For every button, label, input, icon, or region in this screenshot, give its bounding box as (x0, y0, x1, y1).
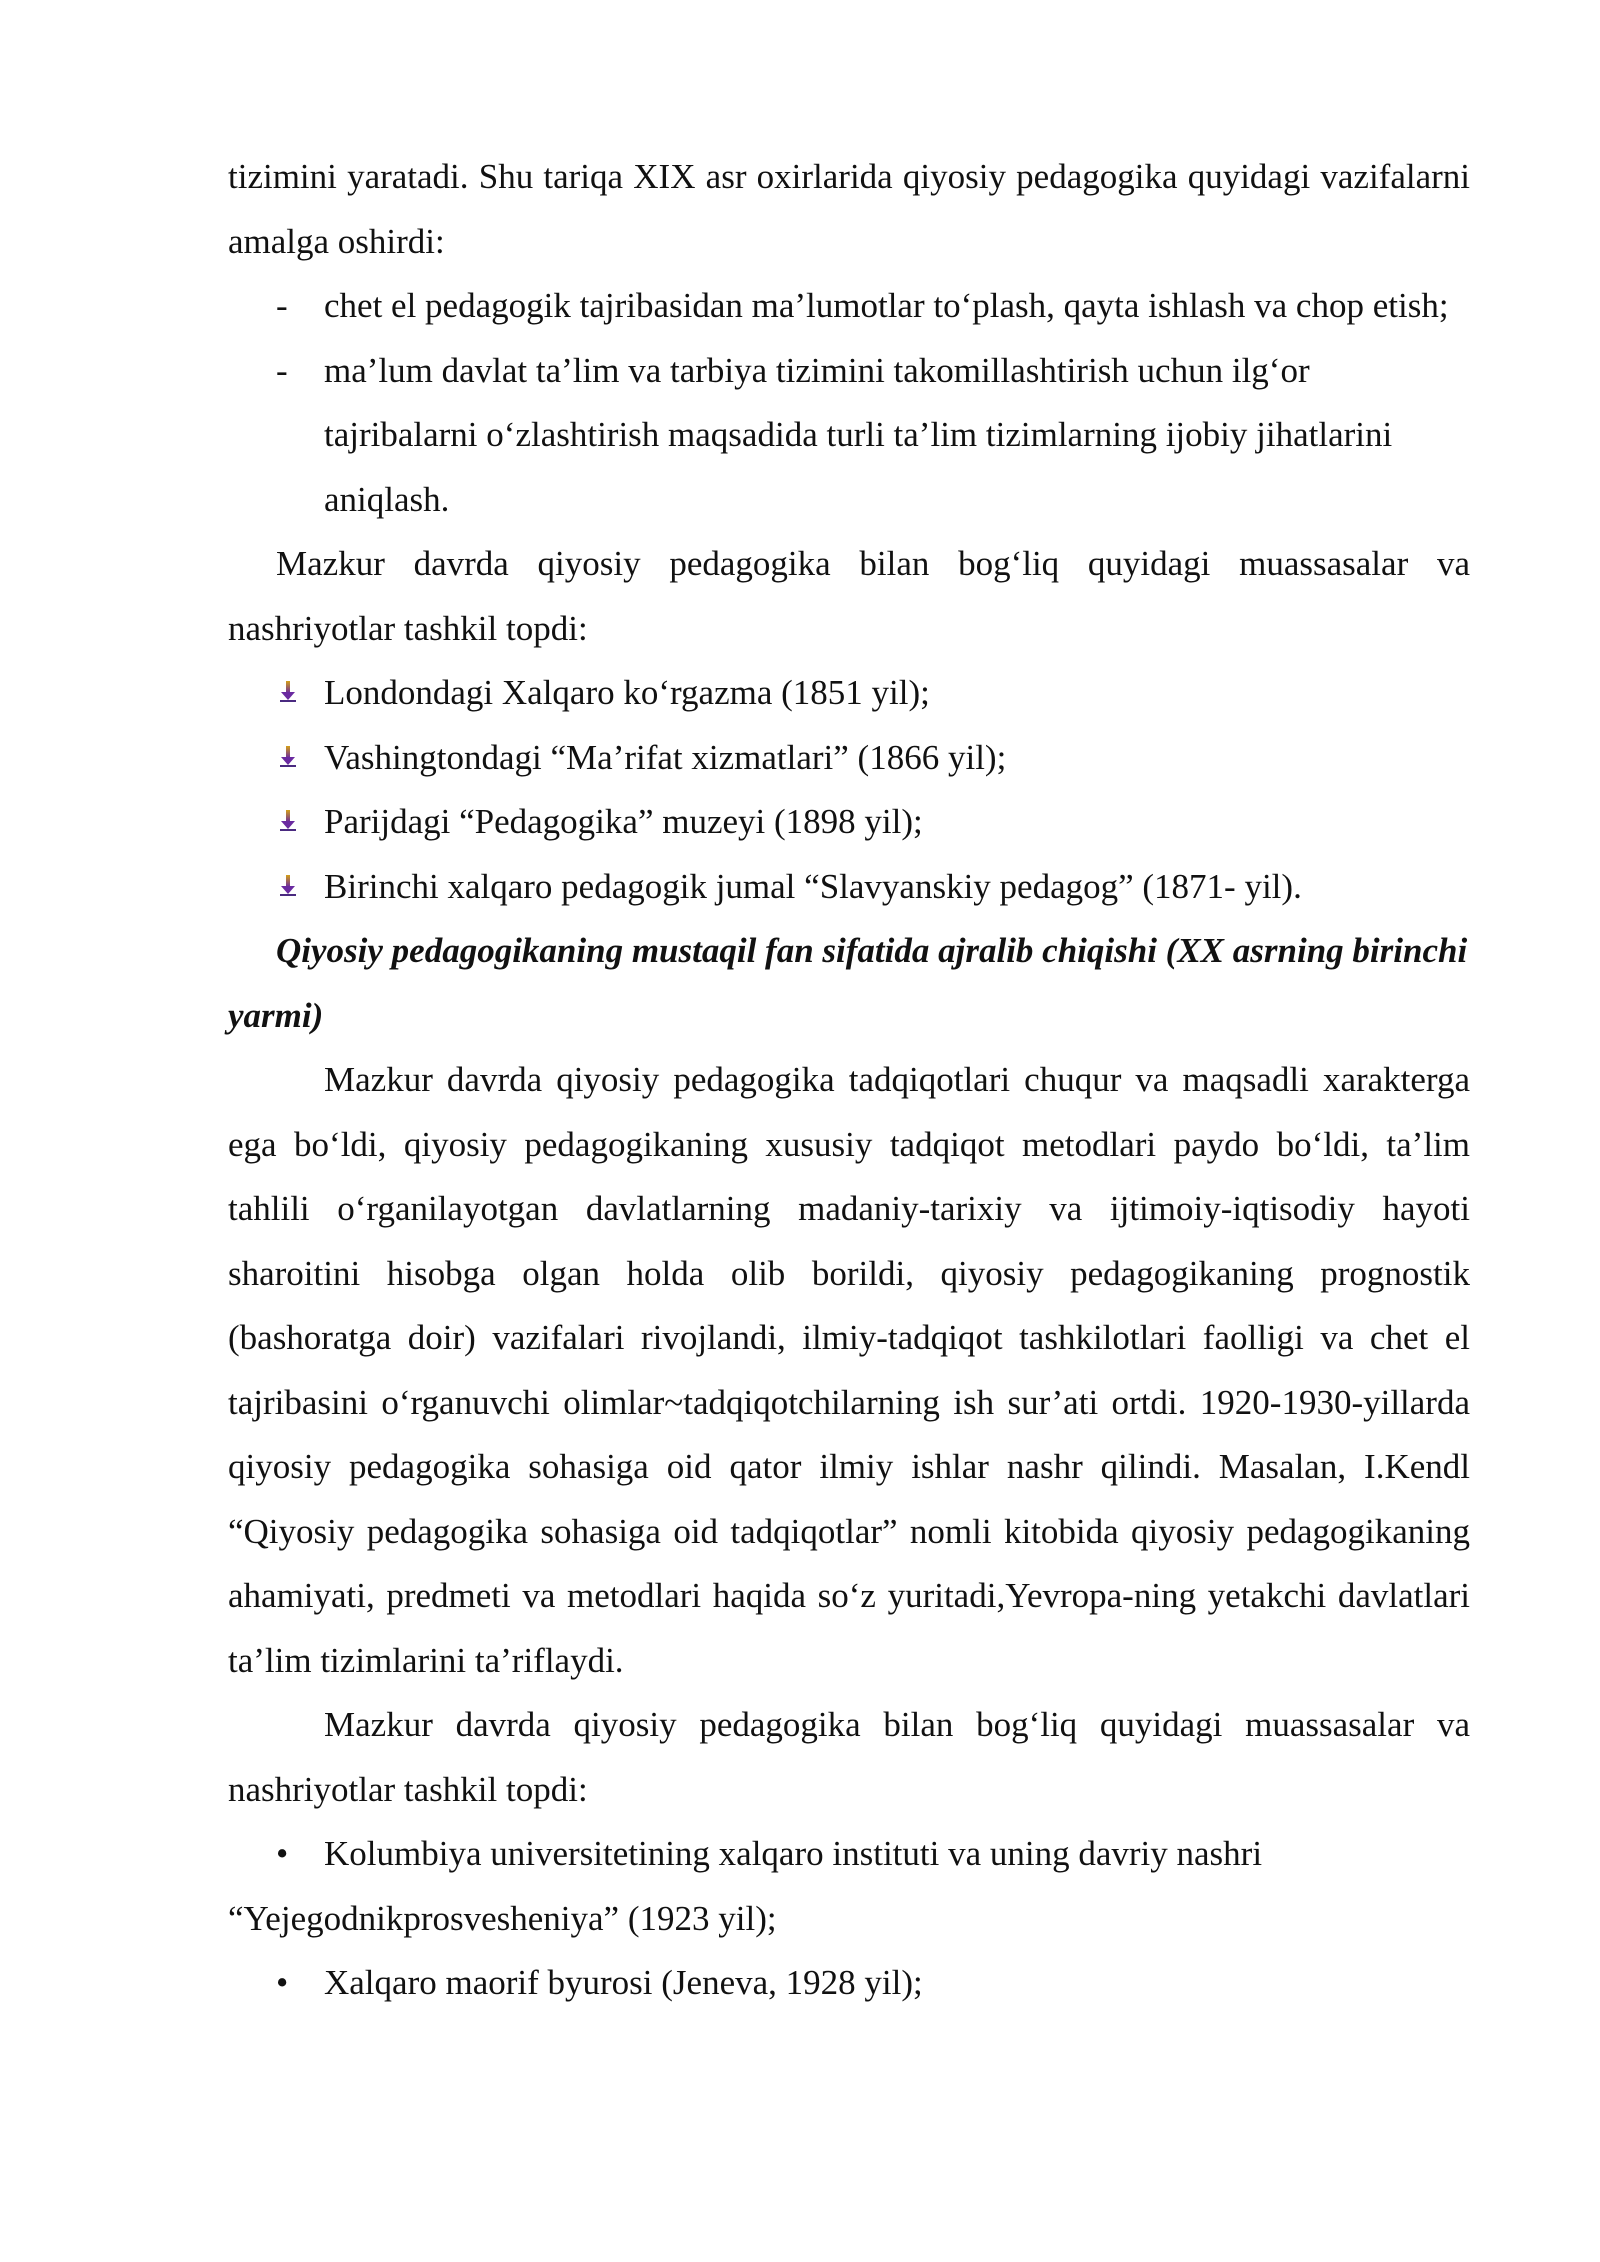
down-arrow-icon (280, 746, 296, 768)
arrow-list-item (228, 661, 1470, 726)
bullet-list-item (228, 1951, 1470, 2016)
down-arrow-icon (280, 810, 296, 832)
paragraph-institutions-19c: Mazkur davrda qiyosiy pedagogika bilan bog‘liq quyidagi muassasalar va nashriyotlar tashkil topdi: (228, 544, 1470, 648)
bullet-item-text-line2: “Yejegodnikprosvesheniya” (1923 yil); (228, 1898, 777, 1938)
arrow-list-item (228, 855, 1470, 920)
paragraph-20c-development: Mazkur davrda qiyosiy pedagogika tadqiqotlari chuqur va maqsadli xarakterga ega bo‘ldi, qiyosiy pedagogikaning xususiy tadqiqot metodlari paydo bo‘ldi, ta’lim tahlili o‘rganilayotgan davlatlarning madaniy-tarixiy va ijtimoiy-iqtisodiy hayoti sharoitini hisobga olgan holda olib borildi, qiyosiy pedagogikaning prognostik (bashoratga doir) vazifalari rivojlandi, ilmiy-tadqiqot tashkilotlari faolligi va chet el tajribasini o‘rganuvchi olimlar~tadqiqotchilarning ish sur’ati ortdi. 1920-1930-yillarda qiyosiy pedagogika sohasiga oid qator ilmiy ishlar nashr qilindi. Masalan, I.Kendl “Qiyosiy pedagogika sohasiga oid tadqiqotlar” nomli kitobida qiyosiy pedagogikaning ahamiyati, predmeti va metodlari haqida so‘z yuritadi,Yevropa-ning yetakchi davlatlari ta’lim tizimlarini ta’riflaydi. (228, 1060, 1470, 1680)
arrow-item-text: Birinchi xalqaro pedagogik jumal “Slavyanskiy pedagog” (1871- yil). (324, 866, 1302, 906)
down-arrow-icon (280, 875, 296, 897)
dash-marker: - (276, 286, 288, 325)
dash-list-item (228, 274, 1470, 339)
bullet-item-text: Xalqaro maorif byurosi (Jeneva, 1928 yil); (324, 1963, 923, 2002)
dash-item-text: chet el pedagogik tajribasidan ma’lumotlar to‘plash, qayta ishlash va chop etish; (324, 286, 1449, 325)
paragraph-institutions-20c: Mazkur davrda qiyosiy pedagogika bilan bog‘liq quyidagi muassasalar va nashriyotlar tashkil topdi: (228, 1705, 1470, 1809)
arrow-item-text: Londondagi Xalqaro ko‘rgazma (1851 yil); (324, 673, 930, 712)
bullet-item-text-line1: Kolumbiya universitetining xalqaro instituti va uning davriy nashri (324, 1834, 1263, 1873)
bullet-list-item (228, 1822, 1470, 1951)
down-arrow-icon (280, 681, 296, 703)
dash-item-text: ma’lum davlat ta’lim va tarbiya tizimini takomillashtirish uchun ilg‘or tajribalarni o‘zlashtirish maqsadida turli ta’lim tizimlarning ijobiy jihatlarini aniqlash. (324, 350, 1393, 519)
bullet-marker: • (276, 1963, 289, 2002)
dash-list-item (228, 339, 1470, 533)
arrow-list-item (228, 790, 1470, 855)
bullet-marker: • (276, 1834, 289, 1873)
document-body (228, 145, 1470, 2016)
arrow-item-text: Parijdagi “Pedagogika” muzeyi (1898 yil); (324, 802, 923, 841)
paragraph-intro: tizimini yaratadi. Shu tariqa XIX asr oxirlarida qiyosiy pedagogika quyidagi vazifalarni amalga oshirdi: (228, 157, 1470, 261)
arrow-item-text: Vashingtondagi “Ma’rifat xizmatlari” (1866 yil); (324, 737, 1007, 777)
arrow-list-item (228, 726, 1470, 791)
dash-marker: - (276, 350, 288, 390)
section-heading: Qiyosiy pedagogikaning mustaqil fan sifatida ajralib chiqishi (XX asrning birinchi yarmi) (228, 931, 1468, 1035)
